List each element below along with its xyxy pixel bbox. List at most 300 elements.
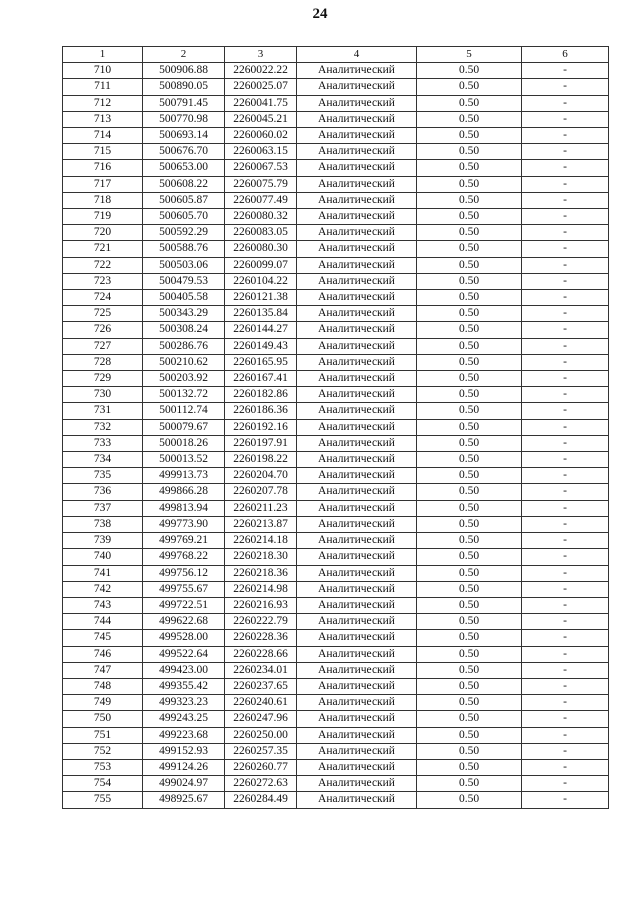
method-cell: Аналитический bbox=[297, 273, 417, 289]
method-cell: Аналитический bbox=[297, 419, 417, 435]
x-coordinate-cell: 500906.88 bbox=[143, 63, 225, 79]
point-number-cell: 711 bbox=[63, 79, 143, 95]
table-row bbox=[63, 500, 609, 516]
table-row bbox=[63, 160, 609, 176]
column-header: 1 bbox=[63, 47, 143, 63]
x-coordinate-cell: 499722.51 bbox=[143, 597, 225, 613]
y-coordinate-cell: 2260214.98 bbox=[225, 581, 297, 597]
x-coordinate-cell: 498925.67 bbox=[143, 792, 225, 808]
accuracy-cell: 0.50 bbox=[417, 662, 522, 678]
accuracy-cell: 0.50 bbox=[417, 646, 522, 662]
x-coordinate-cell: 500791.45 bbox=[143, 95, 225, 111]
point-number-cell: 722 bbox=[63, 257, 143, 273]
y-coordinate-cell: 2260218.30 bbox=[225, 549, 297, 565]
point-number-cell: 742 bbox=[63, 581, 143, 597]
table-row bbox=[63, 484, 609, 500]
note-cell: - bbox=[522, 500, 609, 516]
point-number-cell: 727 bbox=[63, 338, 143, 354]
table-row bbox=[63, 516, 609, 532]
x-coordinate-cell: 499866.28 bbox=[143, 484, 225, 500]
note-cell: - bbox=[522, 695, 609, 711]
method-cell: Аналитический bbox=[297, 468, 417, 484]
point-number-cell: 720 bbox=[63, 225, 143, 241]
y-coordinate-cell: 2260250.00 bbox=[225, 727, 297, 743]
method-cell: Аналитический bbox=[297, 241, 417, 257]
note-cell: - bbox=[522, 371, 609, 387]
accuracy-cell: 0.50 bbox=[417, 597, 522, 613]
y-coordinate-cell: 2260041.75 bbox=[225, 95, 297, 111]
x-coordinate-cell: 500203.92 bbox=[143, 371, 225, 387]
x-coordinate-cell: 500890.05 bbox=[143, 79, 225, 95]
table-row bbox=[63, 371, 609, 387]
x-coordinate-cell: 499522.64 bbox=[143, 646, 225, 662]
note-cell: - bbox=[522, 565, 609, 581]
accuracy-cell: 0.50 bbox=[417, 338, 522, 354]
note-cell: - bbox=[522, 241, 609, 257]
method-cell: Аналитический bbox=[297, 597, 417, 613]
x-coordinate-cell: 499755.67 bbox=[143, 581, 225, 597]
method-cell: Аналитический bbox=[297, 306, 417, 322]
y-coordinate-cell: 2260135.84 bbox=[225, 306, 297, 322]
table-row bbox=[63, 306, 609, 322]
note-cell: - bbox=[522, 128, 609, 144]
note-cell: - bbox=[522, 452, 609, 468]
method-cell: Аналитический bbox=[297, 95, 417, 111]
table-row bbox=[63, 354, 609, 370]
table-row bbox=[63, 727, 609, 743]
point-number-cell: 729 bbox=[63, 371, 143, 387]
y-coordinate-cell: 2260234.01 bbox=[225, 662, 297, 678]
table-row bbox=[63, 565, 609, 581]
y-coordinate-cell: 2260207.78 bbox=[225, 484, 297, 500]
x-coordinate-cell: 500588.76 bbox=[143, 241, 225, 257]
table-row bbox=[63, 597, 609, 613]
y-coordinate-cell: 2260222.79 bbox=[225, 614, 297, 630]
y-coordinate-cell: 2260045.21 bbox=[225, 111, 297, 127]
accuracy-cell: 0.50 bbox=[417, 792, 522, 808]
accuracy-cell: 0.50 bbox=[417, 500, 522, 516]
y-coordinate-cell: 2260237.65 bbox=[225, 678, 297, 694]
x-coordinate-cell: 499152.93 bbox=[143, 743, 225, 759]
method-cell: Аналитический bbox=[297, 111, 417, 127]
note-cell: - bbox=[522, 743, 609, 759]
note-cell: - bbox=[522, 549, 609, 565]
x-coordinate-cell: 500308.24 bbox=[143, 322, 225, 338]
table-row bbox=[63, 614, 609, 630]
x-coordinate-cell: 499243.25 bbox=[143, 711, 225, 727]
column-header: 4 bbox=[297, 47, 417, 63]
column-header: 3 bbox=[225, 47, 297, 63]
point-number-cell: 752 bbox=[63, 743, 143, 759]
note-cell: - bbox=[522, 776, 609, 792]
note-cell: - bbox=[522, 176, 609, 192]
method-cell: Аналитический bbox=[297, 759, 417, 775]
accuracy-cell: 0.50 bbox=[417, 581, 522, 597]
x-coordinate-cell: 500770.98 bbox=[143, 111, 225, 127]
table-row bbox=[63, 581, 609, 597]
accuracy-cell: 0.50 bbox=[417, 678, 522, 694]
accuracy-cell: 0.50 bbox=[417, 711, 522, 727]
table-row bbox=[63, 419, 609, 435]
accuracy-cell: 0.50 bbox=[417, 290, 522, 306]
y-coordinate-cell: 2260121.38 bbox=[225, 290, 297, 306]
point-number-cell: 726 bbox=[63, 322, 143, 338]
method-cell: Аналитический bbox=[297, 743, 417, 759]
accuracy-cell: 0.50 bbox=[417, 322, 522, 338]
table-row bbox=[63, 403, 609, 419]
accuracy-cell: 0.50 bbox=[417, 225, 522, 241]
method-cell: Аналитический bbox=[297, 776, 417, 792]
note-cell: - bbox=[522, 354, 609, 370]
y-coordinate-cell: 2260080.30 bbox=[225, 241, 297, 257]
note-cell: - bbox=[522, 516, 609, 532]
coordinates-table bbox=[62, 46, 609, 809]
accuracy-cell: 0.50 bbox=[417, 257, 522, 273]
y-coordinate-cell: 2260247.96 bbox=[225, 711, 297, 727]
table-row bbox=[63, 322, 609, 338]
table-row bbox=[63, 776, 609, 792]
table-row bbox=[63, 630, 609, 646]
page-number: 24 bbox=[312, 6, 328, 22]
accuracy-cell: 0.50 bbox=[417, 419, 522, 435]
y-coordinate-cell: 2260075.79 bbox=[225, 176, 297, 192]
method-cell: Аналитический bbox=[297, 516, 417, 532]
y-coordinate-cell: 2260228.66 bbox=[225, 646, 297, 662]
table-body bbox=[63, 63, 609, 808]
y-coordinate-cell: 2260257.35 bbox=[225, 743, 297, 759]
x-coordinate-cell: 499756.12 bbox=[143, 565, 225, 581]
method-cell: Аналитический bbox=[297, 290, 417, 306]
table-row bbox=[63, 662, 609, 678]
x-coordinate-cell: 500132.72 bbox=[143, 387, 225, 403]
point-number-cell: 732 bbox=[63, 419, 143, 435]
accuracy-cell: 0.50 bbox=[417, 95, 522, 111]
table-row bbox=[63, 290, 609, 306]
point-number-cell: 753 bbox=[63, 759, 143, 775]
table-row bbox=[63, 111, 609, 127]
x-coordinate-cell: 499423.00 bbox=[143, 662, 225, 678]
accuracy-cell: 0.50 bbox=[417, 128, 522, 144]
y-coordinate-cell: 2260167.41 bbox=[225, 371, 297, 387]
accuracy-cell: 0.50 bbox=[417, 111, 522, 127]
y-coordinate-cell: 2260260.77 bbox=[225, 759, 297, 775]
point-number-cell: 747 bbox=[63, 662, 143, 678]
method-cell: Аналитический bbox=[297, 225, 417, 241]
y-coordinate-cell: 2260165.95 bbox=[225, 354, 297, 370]
method-cell: Аналитический bbox=[297, 79, 417, 95]
accuracy-cell: 0.50 bbox=[417, 435, 522, 451]
note-cell: - bbox=[522, 630, 609, 646]
y-coordinate-cell: 2260240.61 bbox=[225, 695, 297, 711]
table-header-row bbox=[63, 47, 609, 63]
method-cell: Аналитический bbox=[297, 403, 417, 419]
y-coordinate-cell: 2260211.23 bbox=[225, 500, 297, 516]
x-coordinate-cell: 499768.22 bbox=[143, 549, 225, 565]
note-cell: - bbox=[522, 581, 609, 597]
method-cell: Аналитический bbox=[297, 257, 417, 273]
accuracy-cell: 0.50 bbox=[417, 743, 522, 759]
point-number-cell: 741 bbox=[63, 565, 143, 581]
accuracy-cell: 0.50 bbox=[417, 79, 522, 95]
point-number-cell: 723 bbox=[63, 273, 143, 289]
point-number-cell: 731 bbox=[63, 403, 143, 419]
note-cell: - bbox=[522, 63, 609, 79]
method-cell: Аналитический bbox=[297, 695, 417, 711]
x-coordinate-cell: 500112.74 bbox=[143, 403, 225, 419]
point-number-cell: 750 bbox=[63, 711, 143, 727]
method-cell: Аналитический bbox=[297, 678, 417, 694]
method-cell: Аналитический bbox=[297, 322, 417, 338]
x-coordinate-cell: 499769.21 bbox=[143, 533, 225, 549]
point-number-cell: 736 bbox=[63, 484, 143, 500]
note-cell: - bbox=[522, 468, 609, 484]
accuracy-cell: 0.50 bbox=[417, 565, 522, 581]
y-coordinate-cell: 2260214.18 bbox=[225, 533, 297, 549]
note-cell: - bbox=[522, 387, 609, 403]
table-row bbox=[63, 95, 609, 111]
note-cell: - bbox=[522, 597, 609, 613]
x-coordinate-cell: 500405.58 bbox=[143, 290, 225, 306]
table-row bbox=[63, 225, 609, 241]
method-cell: Аналитический bbox=[297, 500, 417, 516]
note-cell: - bbox=[522, 678, 609, 694]
point-number-cell: 737 bbox=[63, 500, 143, 516]
point-number-cell: 749 bbox=[63, 695, 143, 711]
point-number-cell: 748 bbox=[63, 678, 143, 694]
method-cell: Аналитический bbox=[297, 565, 417, 581]
method-cell: Аналитический bbox=[297, 371, 417, 387]
accuracy-cell: 0.50 bbox=[417, 614, 522, 630]
x-coordinate-cell: 500343.29 bbox=[143, 306, 225, 322]
note-cell: - bbox=[522, 290, 609, 306]
method-cell: Аналитический bbox=[297, 338, 417, 354]
method-cell: Аналитический bbox=[297, 354, 417, 370]
point-number-cell: 734 bbox=[63, 452, 143, 468]
y-coordinate-cell: 2260218.36 bbox=[225, 565, 297, 581]
y-coordinate-cell: 2260067.53 bbox=[225, 160, 297, 176]
method-cell: Аналитический bbox=[297, 533, 417, 549]
table-row bbox=[63, 468, 609, 484]
accuracy-cell: 0.50 bbox=[417, 533, 522, 549]
accuracy-cell: 0.50 bbox=[417, 727, 522, 743]
note-cell: - bbox=[522, 111, 609, 127]
column-header: 5 bbox=[417, 47, 522, 63]
point-number-cell: 743 bbox=[63, 597, 143, 613]
note-cell: - bbox=[522, 484, 609, 500]
x-coordinate-cell: 499813.94 bbox=[143, 500, 225, 516]
method-cell: Аналитический bbox=[297, 549, 417, 565]
x-coordinate-cell: 500210.62 bbox=[143, 354, 225, 370]
table-row bbox=[63, 533, 609, 549]
x-coordinate-cell: 500605.87 bbox=[143, 192, 225, 208]
point-number-cell: 745 bbox=[63, 630, 143, 646]
x-coordinate-cell: 500479.53 bbox=[143, 273, 225, 289]
y-coordinate-cell: 2260197.91 bbox=[225, 435, 297, 451]
method-cell: Аналитический bbox=[297, 727, 417, 743]
y-coordinate-cell: 2260213.87 bbox=[225, 516, 297, 532]
y-coordinate-cell: 2260080.32 bbox=[225, 209, 297, 225]
method-cell: Аналитический bbox=[297, 581, 417, 597]
point-number-cell: 719 bbox=[63, 209, 143, 225]
method-cell: Аналитический bbox=[297, 711, 417, 727]
table-row bbox=[63, 241, 609, 257]
method-cell: Аналитический bbox=[297, 176, 417, 192]
note-cell: - bbox=[522, 759, 609, 775]
point-number-cell: 721 bbox=[63, 241, 143, 257]
column-header: 2 bbox=[143, 47, 225, 63]
note-cell: - bbox=[522, 257, 609, 273]
table-row bbox=[63, 759, 609, 775]
method-cell: Аналитический bbox=[297, 452, 417, 468]
method-cell: Аналитический bbox=[297, 160, 417, 176]
y-coordinate-cell: 2260022.22 bbox=[225, 63, 297, 79]
accuracy-cell: 0.50 bbox=[417, 354, 522, 370]
note-cell: - bbox=[522, 306, 609, 322]
table-row bbox=[63, 549, 609, 565]
x-coordinate-cell: 499773.90 bbox=[143, 516, 225, 532]
table-row bbox=[63, 387, 609, 403]
accuracy-cell: 0.50 bbox=[417, 241, 522, 257]
y-coordinate-cell: 2260198.22 bbox=[225, 452, 297, 468]
note-cell: - bbox=[522, 225, 609, 241]
method-cell: Аналитический bbox=[297, 792, 417, 808]
method-cell: Аналитический bbox=[297, 484, 417, 500]
y-coordinate-cell: 2260149.43 bbox=[225, 338, 297, 354]
note-cell: - bbox=[522, 144, 609, 160]
accuracy-cell: 0.50 bbox=[417, 516, 522, 532]
method-cell: Аналитический bbox=[297, 387, 417, 403]
note-cell: - bbox=[522, 95, 609, 111]
table-row bbox=[63, 257, 609, 273]
x-coordinate-cell: 500286.76 bbox=[143, 338, 225, 354]
accuracy-cell: 0.50 bbox=[417, 63, 522, 79]
method-cell: Аналитический bbox=[297, 144, 417, 160]
note-cell: - bbox=[522, 646, 609, 662]
note-cell: - bbox=[522, 160, 609, 176]
y-coordinate-cell: 2260182.86 bbox=[225, 387, 297, 403]
x-coordinate-cell: 500079.67 bbox=[143, 419, 225, 435]
y-coordinate-cell: 2260063.15 bbox=[225, 144, 297, 160]
note-cell: - bbox=[522, 273, 609, 289]
y-coordinate-cell: 2260284.49 bbox=[225, 792, 297, 808]
y-coordinate-cell: 2260025.07 bbox=[225, 79, 297, 95]
accuracy-cell: 0.50 bbox=[417, 549, 522, 565]
accuracy-cell: 0.50 bbox=[417, 144, 522, 160]
point-number-cell: 716 bbox=[63, 160, 143, 176]
table-row bbox=[63, 338, 609, 354]
table-row bbox=[63, 63, 609, 79]
accuracy-cell: 0.50 bbox=[417, 759, 522, 775]
accuracy-cell: 0.50 bbox=[417, 776, 522, 792]
x-coordinate-cell: 500013.52 bbox=[143, 452, 225, 468]
note-cell: - bbox=[522, 79, 609, 95]
method-cell: Аналитический bbox=[297, 614, 417, 630]
point-number-cell: 733 bbox=[63, 435, 143, 451]
method-cell: Аналитический bbox=[297, 209, 417, 225]
note-cell: - bbox=[522, 322, 609, 338]
point-number-cell: 744 bbox=[63, 614, 143, 630]
note-cell: - bbox=[522, 338, 609, 354]
note-cell: - bbox=[522, 533, 609, 549]
x-coordinate-cell: 500676.70 bbox=[143, 144, 225, 160]
method-cell: Аналитический bbox=[297, 435, 417, 451]
y-coordinate-cell: 2260204.70 bbox=[225, 468, 297, 484]
accuracy-cell: 0.50 bbox=[417, 630, 522, 646]
table-row bbox=[63, 678, 609, 694]
note-cell: - bbox=[522, 435, 609, 451]
point-number-cell: 725 bbox=[63, 306, 143, 322]
method-cell: Аналитический bbox=[297, 646, 417, 662]
method-cell: Аналитический bbox=[297, 128, 417, 144]
point-number-cell: 714 bbox=[63, 128, 143, 144]
note-cell: - bbox=[522, 403, 609, 419]
y-coordinate-cell: 2260186.36 bbox=[225, 403, 297, 419]
accuracy-cell: 0.50 bbox=[417, 371, 522, 387]
method-cell: Аналитический bbox=[297, 192, 417, 208]
y-coordinate-cell: 2260099.07 bbox=[225, 257, 297, 273]
table-row bbox=[63, 273, 609, 289]
method-cell: Аналитический bbox=[297, 662, 417, 678]
table-row bbox=[63, 695, 609, 711]
x-coordinate-cell: 500605.70 bbox=[143, 209, 225, 225]
x-coordinate-cell: 499913.73 bbox=[143, 468, 225, 484]
x-coordinate-cell: 499355.42 bbox=[143, 678, 225, 694]
table-row bbox=[63, 743, 609, 759]
table-row bbox=[63, 192, 609, 208]
y-coordinate-cell: 2260060.02 bbox=[225, 128, 297, 144]
point-number-cell: 755 bbox=[63, 792, 143, 808]
x-coordinate-cell: 500592.29 bbox=[143, 225, 225, 241]
note-cell: - bbox=[522, 711, 609, 727]
x-coordinate-cell: 499024.97 bbox=[143, 776, 225, 792]
point-number-cell: 724 bbox=[63, 290, 143, 306]
point-number-cell: 738 bbox=[63, 516, 143, 532]
note-cell: - bbox=[522, 662, 609, 678]
x-coordinate-cell: 499528.00 bbox=[143, 630, 225, 646]
table-row bbox=[63, 711, 609, 727]
y-coordinate-cell: 2260144.27 bbox=[225, 322, 297, 338]
column-header: 6 bbox=[522, 47, 609, 63]
point-number-cell: 717 bbox=[63, 176, 143, 192]
point-number-cell: 751 bbox=[63, 727, 143, 743]
point-number-cell: 740 bbox=[63, 549, 143, 565]
accuracy-cell: 0.50 bbox=[417, 160, 522, 176]
table-row bbox=[63, 646, 609, 662]
point-number-cell: 746 bbox=[63, 646, 143, 662]
x-coordinate-cell: 500503.06 bbox=[143, 257, 225, 273]
note-cell: - bbox=[522, 614, 609, 630]
x-coordinate-cell: 500693.14 bbox=[143, 128, 225, 144]
x-coordinate-cell: 500608.22 bbox=[143, 176, 225, 192]
table-row bbox=[63, 79, 609, 95]
point-number-cell: 739 bbox=[63, 533, 143, 549]
y-coordinate-cell: 2260077.49 bbox=[225, 192, 297, 208]
accuracy-cell: 0.50 bbox=[417, 273, 522, 289]
method-cell: Аналитический bbox=[297, 630, 417, 646]
accuracy-cell: 0.50 bbox=[417, 452, 522, 468]
point-number-cell: 730 bbox=[63, 387, 143, 403]
table-row bbox=[63, 792, 609, 808]
y-coordinate-cell: 2260192.16 bbox=[225, 419, 297, 435]
accuracy-cell: 0.50 bbox=[417, 695, 522, 711]
table-row bbox=[63, 452, 609, 468]
accuracy-cell: 0.50 bbox=[417, 387, 522, 403]
accuracy-cell: 0.50 bbox=[417, 209, 522, 225]
note-cell: - bbox=[522, 192, 609, 208]
point-number-cell: 713 bbox=[63, 111, 143, 127]
point-number-cell: 728 bbox=[63, 354, 143, 370]
note-cell: - bbox=[522, 792, 609, 808]
